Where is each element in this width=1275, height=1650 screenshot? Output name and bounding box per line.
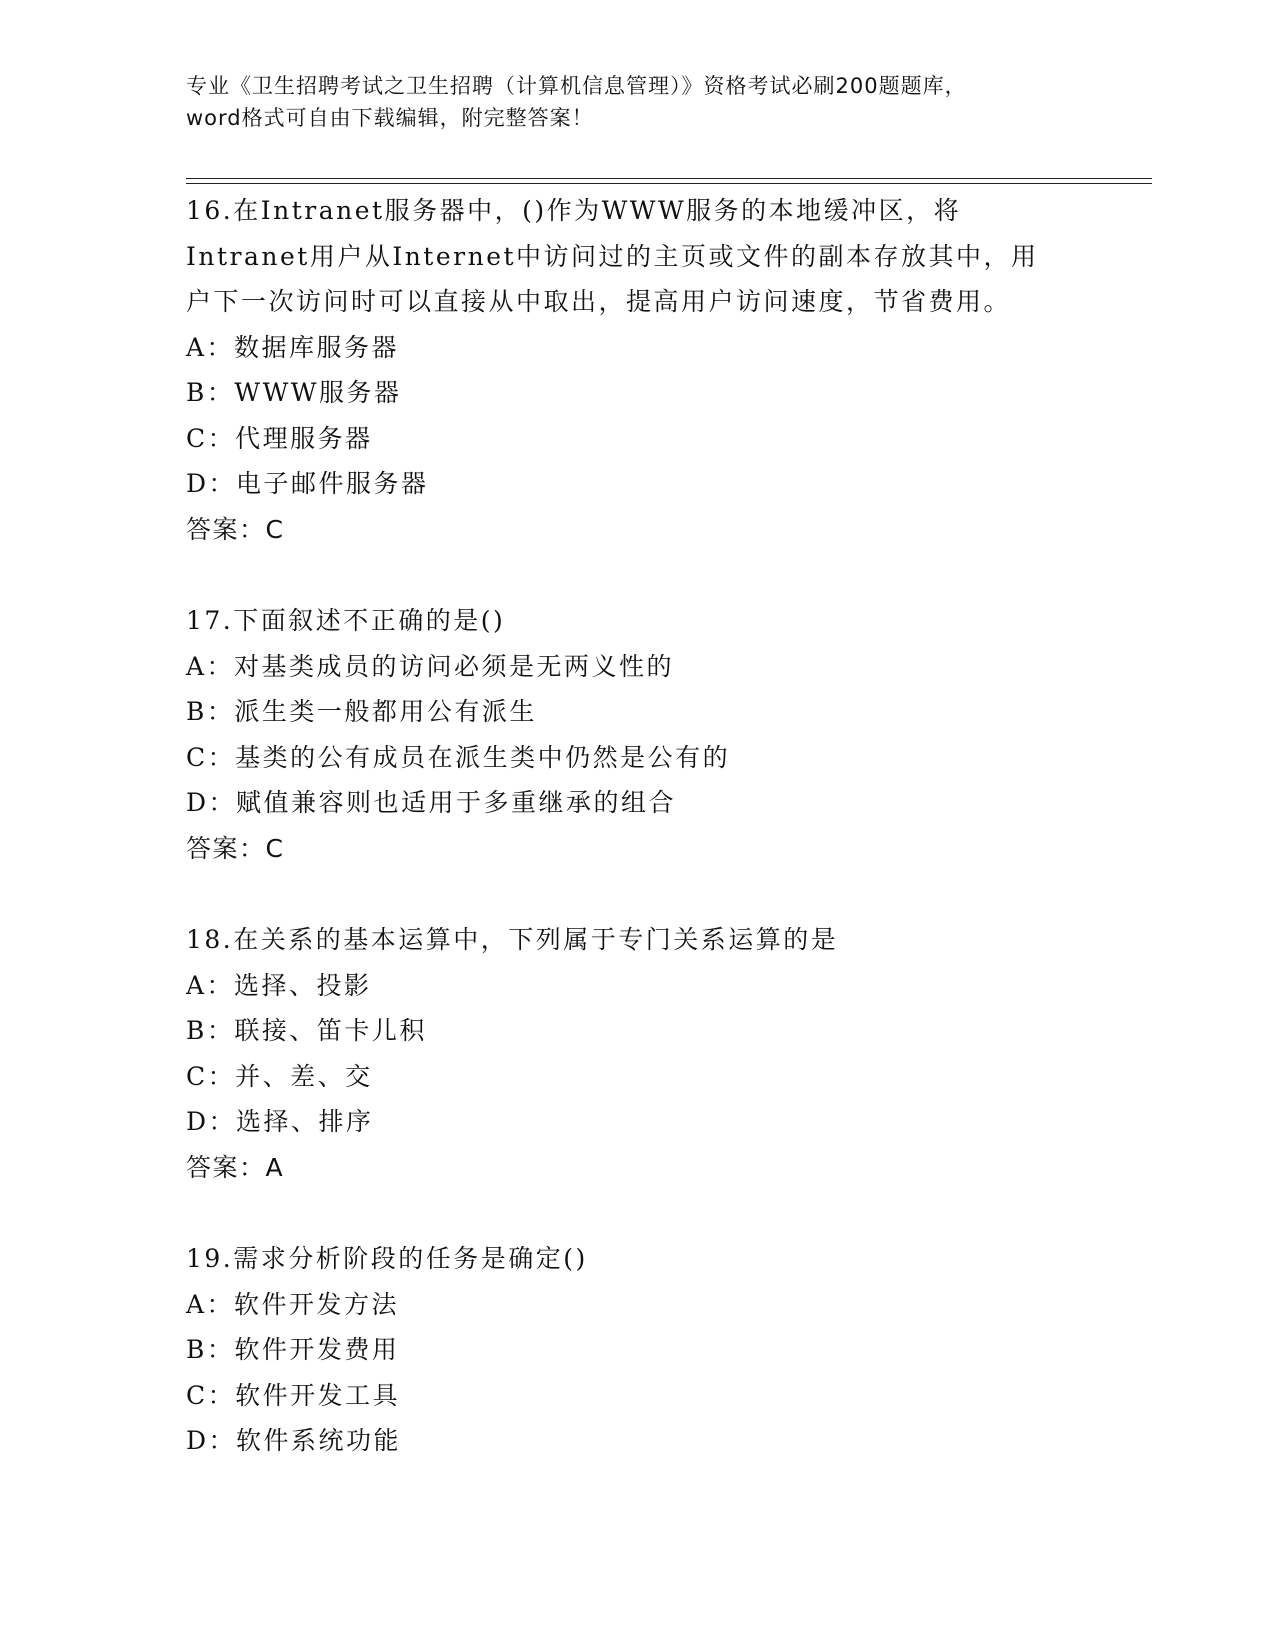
option-b: B：派生类一般都用公有派生: [186, 697, 537, 726]
option-c: C：基类的公有成员在派生类中仍然是公有的: [186, 742, 731, 772]
question-list: [186, 188, 1106, 1510]
option-b: B：WWW服务器: [186, 378, 402, 407]
option-d: D：电子邮件服务器: [186, 469, 429, 498]
question-stem: 17.下面叙述不正确的是(): [186, 606, 506, 635]
header-divider-top: [186, 178, 1152, 179]
answer: 答案：C: [186, 833, 285, 863]
header-line-1: 专业《卫生招聘考试之卫生招聘（计算机信息管理）》资格考试必刷200题题库，: [186, 74, 967, 98]
option-d: D：选择、排序: [186, 1107, 374, 1136]
option-c: C：并、差、交: [186, 1061, 373, 1091]
answer: 答案：A: [186, 1152, 285, 1182]
header-line-2: word格式可自由下载编辑，附完整答案！: [186, 106, 594, 130]
option-d: D：赋值兼容则也适用于多重继承的组合: [186, 788, 677, 817]
question-19: [186, 1236, 1106, 1464]
question-stem: 18.在关系的基本运算中，下列属于专门关系运算的是: [186, 925, 839, 954]
option-b: B：联接、笛卡儿积: [186, 1016, 427, 1045]
option-a: A：软件开发方法: [186, 1289, 400, 1319]
answer: 答案：C: [186, 514, 285, 544]
header-divider-bottom: [186, 183, 1152, 184]
option-a: A：选择、投影: [186, 970, 372, 1000]
document-header: [186, 70, 1086, 134]
option-c: C：代理服务器: [186, 423, 373, 453]
question-stem: 19.需求分析阶段的任务是确定(): [186, 1244, 588, 1273]
option-b: B：软件开发费用: [186, 1335, 400, 1364]
question-17: [186, 598, 1106, 871]
question-18: [186, 917, 1106, 1190]
question-16: [186, 188, 1106, 552]
option-c: C：软件开发工具: [186, 1380, 401, 1410]
option-a: A：数据库服务器: [186, 332, 400, 362]
option-d: D：软件系统功能: [186, 1426, 402, 1455]
question-stem: 16.在Intranet服务器中，()作为WWW服务的本地缓冲区，将Intranet用户从Internet中访问过的主页或文件的副本存放其中，用户下一次访问时可以直接从中取出，提高用户访问速度，节省费用。: [186, 196, 1039, 316]
option-a: A：对基类成员的访问必须是无两义性的: [186, 651, 675, 681]
